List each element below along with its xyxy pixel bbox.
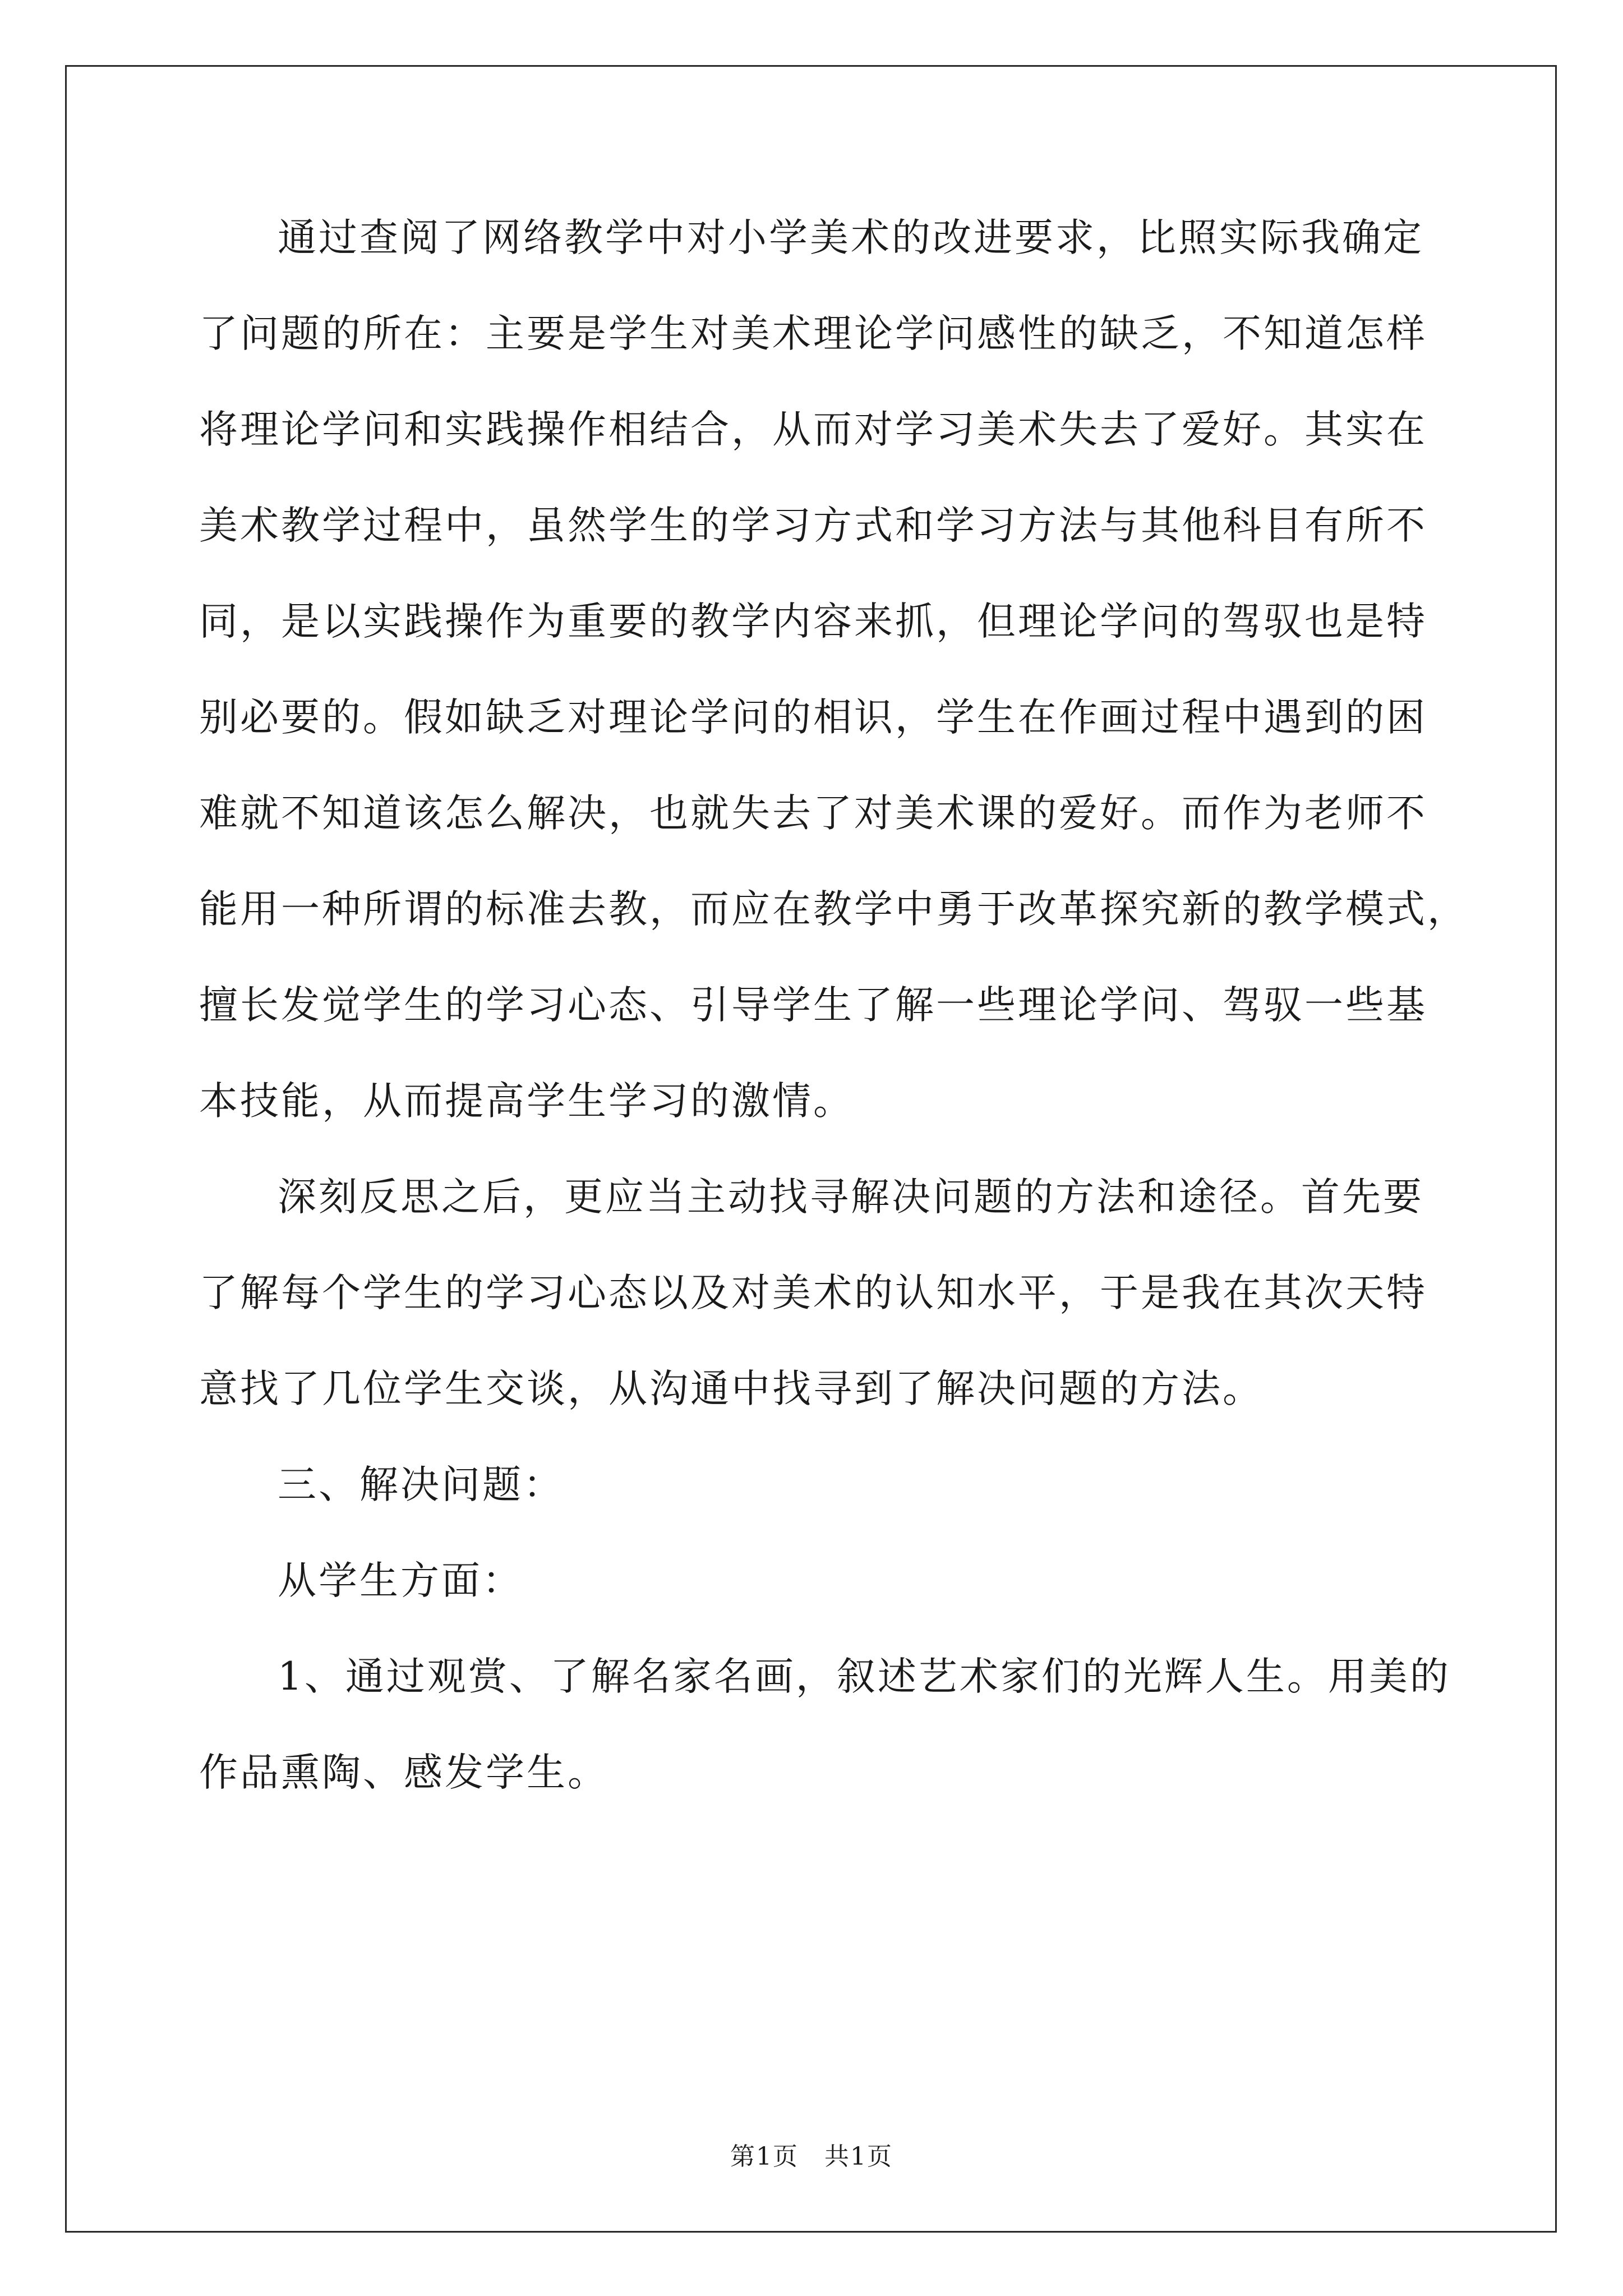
paragraph-line: 了问题的所在：主要是学生对美术理论学问感性的缺乏，不知道怎样 [199,311,1427,356]
document-body [199,215,1468,1795]
paragraph-line: 能用一种所谓的标准去教，而应在教学中勇于改革探究新的教学模式， [199,887,1468,932]
subsection-heading: 从学生方面： [278,1558,523,1603]
paragraph-line: 别必要的。假如缺乏对理论学问的相识，学生在作画过程中遇到的困 [199,695,1427,740]
paragraph-line: 了解每个学生的学习心态以及对美术的认知水平，于是我在其次天特 [199,1271,1427,1315]
paragraph-line: 意找了几位学生交谈，从沟通中找寻到了解决问题的方法。 [199,1366,1264,1411]
paragraph-line: 将理论学问和实践操作相结合，从而对学习美术失去了爱好。其实在 [199,407,1427,452]
page-number-footer: 第1页 共1页 [730,2142,893,2171]
paragraph-line: 美术教学过程中，虽然学生的学习方式和学习方法与其他科目有所不 [199,503,1427,548]
paragraph-line: 本技能，从而提高学生学习的激情。 [199,1079,854,1124]
section-heading: 三、解决问题： [278,1462,564,1507]
paragraph-line: 通过查阅了网络教学中对小学美术的改进要求，比照实际我确定 [278,215,1424,260]
paragraph-line: 难就不知道该怎么解决，也就失去了对美术课的爱好。而作为老师不 [199,791,1427,836]
list-item: 作品熏陶、感发学生。 [199,1750,608,1795]
paragraph-line: 擅长发觉学生的学习心态、引导学生了解一些理论学问、驾驭一些基 [199,983,1427,1028]
list-item: 1、通过观赏、了解名家名画，叙述艺术家们的光辉人生。用美的 [278,1654,1451,1699]
paragraph-line: 同，是以实践操作为重要的教学内容来抓，但理论学问的驾驭也是特 [199,599,1427,644]
paragraph-line: 深刻反思之后，更应当主动找寻解决问题的方法和途径。首先要 [278,1175,1424,1220]
